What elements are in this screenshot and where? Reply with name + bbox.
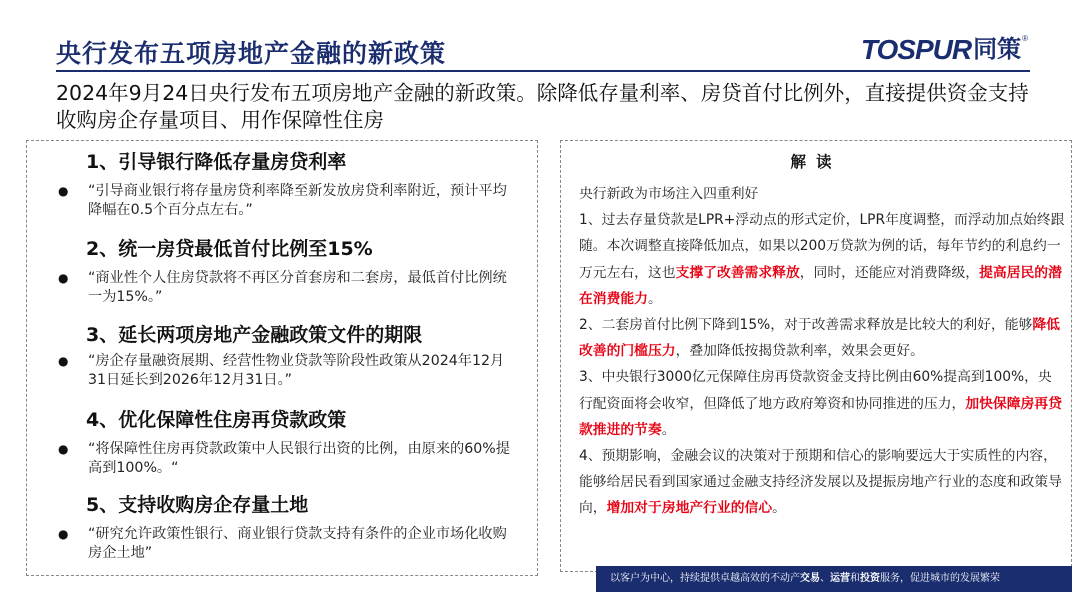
analysis-point-1 bbox=[579, 207, 1065, 312]
analysis-text: 。 bbox=[647, 290, 662, 307]
footer-text: 以客户为中心，持续提供卓越高效的不动产 bbox=[610, 573, 800, 584]
policy-item-2 bbox=[60, 269, 520, 307]
analysis-text: 。 bbox=[772, 500, 786, 517]
highlight-text: 提高居民的潜在消费能力 bbox=[579, 264, 1062, 307]
footer-keyword: 投资 bbox=[860, 573, 880, 584]
bullet-icon: ● bbox=[58, 184, 69, 198]
bullet-icon: ● bbox=[58, 527, 69, 541]
highlight-text: 降低改善的门槛压力 bbox=[579, 317, 1060, 360]
analysis-text: 4、预期影响，金融会议的决策对于预期和信心的影响要远大于实质性的内容，能够给居民看到国家通过金融支持经济发展以及提振房地产行业的态度和政策导向， bbox=[579, 448, 1062, 517]
policy-text-3: “房企存量融资展期、经营性物业贷款等阶段性政策从2024年12月31日延长到2026年12月31日。” bbox=[88, 353, 505, 388]
policy-heading-4: 4、优化保障性住房再贷款政策 bbox=[86, 409, 347, 431]
logo-chinese: 同策 bbox=[973, 36, 1022, 63]
highlight-text: 支撑了改善需求释放 bbox=[675, 264, 800, 281]
policy-heading-2: 2、统一房贷最低首付比例至15% bbox=[86, 238, 373, 260]
bullet-icon: ● bbox=[58, 271, 69, 285]
analysis-heading: 解读 bbox=[790, 153, 842, 171]
bullet-icon: ● bbox=[58, 354, 69, 368]
policy-heading-5: 5、支持收购房企存量土地 bbox=[86, 494, 309, 516]
policy-text-1: “引导商业银行将存量房贷利率降至新发放房贷利率附近，预计平均降幅在0.5个百分点左右。” bbox=[88, 183, 507, 218]
title-divider bbox=[56, 70, 1030, 72]
policy-heading-1: 1、引导银行降低存量房贷利率 bbox=[86, 151, 347, 173]
analysis-point-4 bbox=[579, 443, 1065, 522]
footer-keyword: 运营 bbox=[830, 573, 850, 584]
analysis-text: 。 bbox=[661, 421, 676, 438]
footer-keyword: 交易 bbox=[800, 573, 820, 584]
highlight-text: 增加对于房地产行业的信心 bbox=[606, 500, 773, 517]
policy-item-1 bbox=[60, 182, 520, 220]
policy-text-2: “商业性个人住房贷款将不再区分首套房和二套房，最低首付比例统一为15%。” bbox=[88, 270, 507, 305]
footer-slogan-bar bbox=[596, 566, 1072, 592]
highlight-text: 加快保障房再贷款推进的节奏 bbox=[579, 395, 1062, 438]
policy-item-4 bbox=[60, 440, 520, 478]
analysis-intro: 央行新政为市场注入四重利好 bbox=[579, 186, 759, 202]
analysis-text: ，同时，还能应对消费降级， bbox=[799, 264, 980, 281]
policy-text-5: “研究允许政策性银行、商业银行贷款支持有条件的企业市场化收购房企土地” bbox=[88, 526, 507, 561]
bullet-icon: ● bbox=[58, 442, 69, 456]
analysis-text: 1、过去存量贷款是LPR+浮动点的形式定价，LPR年度调整，而浮动加点始终跟随。本次调整直接降低加点，如果以200万贷款为例的话，每年节约的利息约一万元左右，这也 bbox=[579, 212, 1065, 281]
analysis-body bbox=[579, 181, 1065, 522]
analysis-text: 2、二套房首付比例下降到15%，对于改善需求释放是比较大的利好，能够 bbox=[579, 317, 1033, 334]
analysis-point-2 bbox=[579, 312, 1065, 364]
policy-item-3 bbox=[60, 352, 520, 390]
analysis-text: ，叠加降低按揭贷款利率，效果会更好。 bbox=[675, 343, 924, 360]
policy-item-5 bbox=[60, 525, 520, 563]
analysis-text: 3、中央银行3000亿元保障住房再贷款资金支持比例由60%提高到100%，央行配资面将会收窄，但降低了地方政府筹资和协同推进的压力， bbox=[579, 369, 1052, 412]
registered-mark: ® bbox=[1022, 34, 1028, 43]
footer-text: 服务，促进城市的发展繁荣 bbox=[880, 573, 1000, 584]
policy-heading-3: 3、延长两项房地产金融政策文件的期限 bbox=[86, 324, 423, 346]
page-title: 央行发布五项房地产金融的新政策 bbox=[56, 39, 447, 68]
policy-text-4: “将保障性住房再贷款政策中人民银行出资的比例，由原来的60%提高到100%。“ bbox=[88, 441, 510, 476]
footer-text: 和 bbox=[850, 573, 860, 584]
logo-english: TOSPUR bbox=[860, 34, 972, 65]
footer-text: 、 bbox=[820, 573, 830, 584]
analysis-point-3 bbox=[579, 364, 1065, 443]
tospur-logo bbox=[861, 34, 1028, 66]
page-subtitle: 2024年9月24日央行发布五项房地产金融的新政策。除降低存量利率、房贷首付比例外，直接提供资金支持收购房企存量项目、用作保障性住房 bbox=[56, 81, 1029, 132]
